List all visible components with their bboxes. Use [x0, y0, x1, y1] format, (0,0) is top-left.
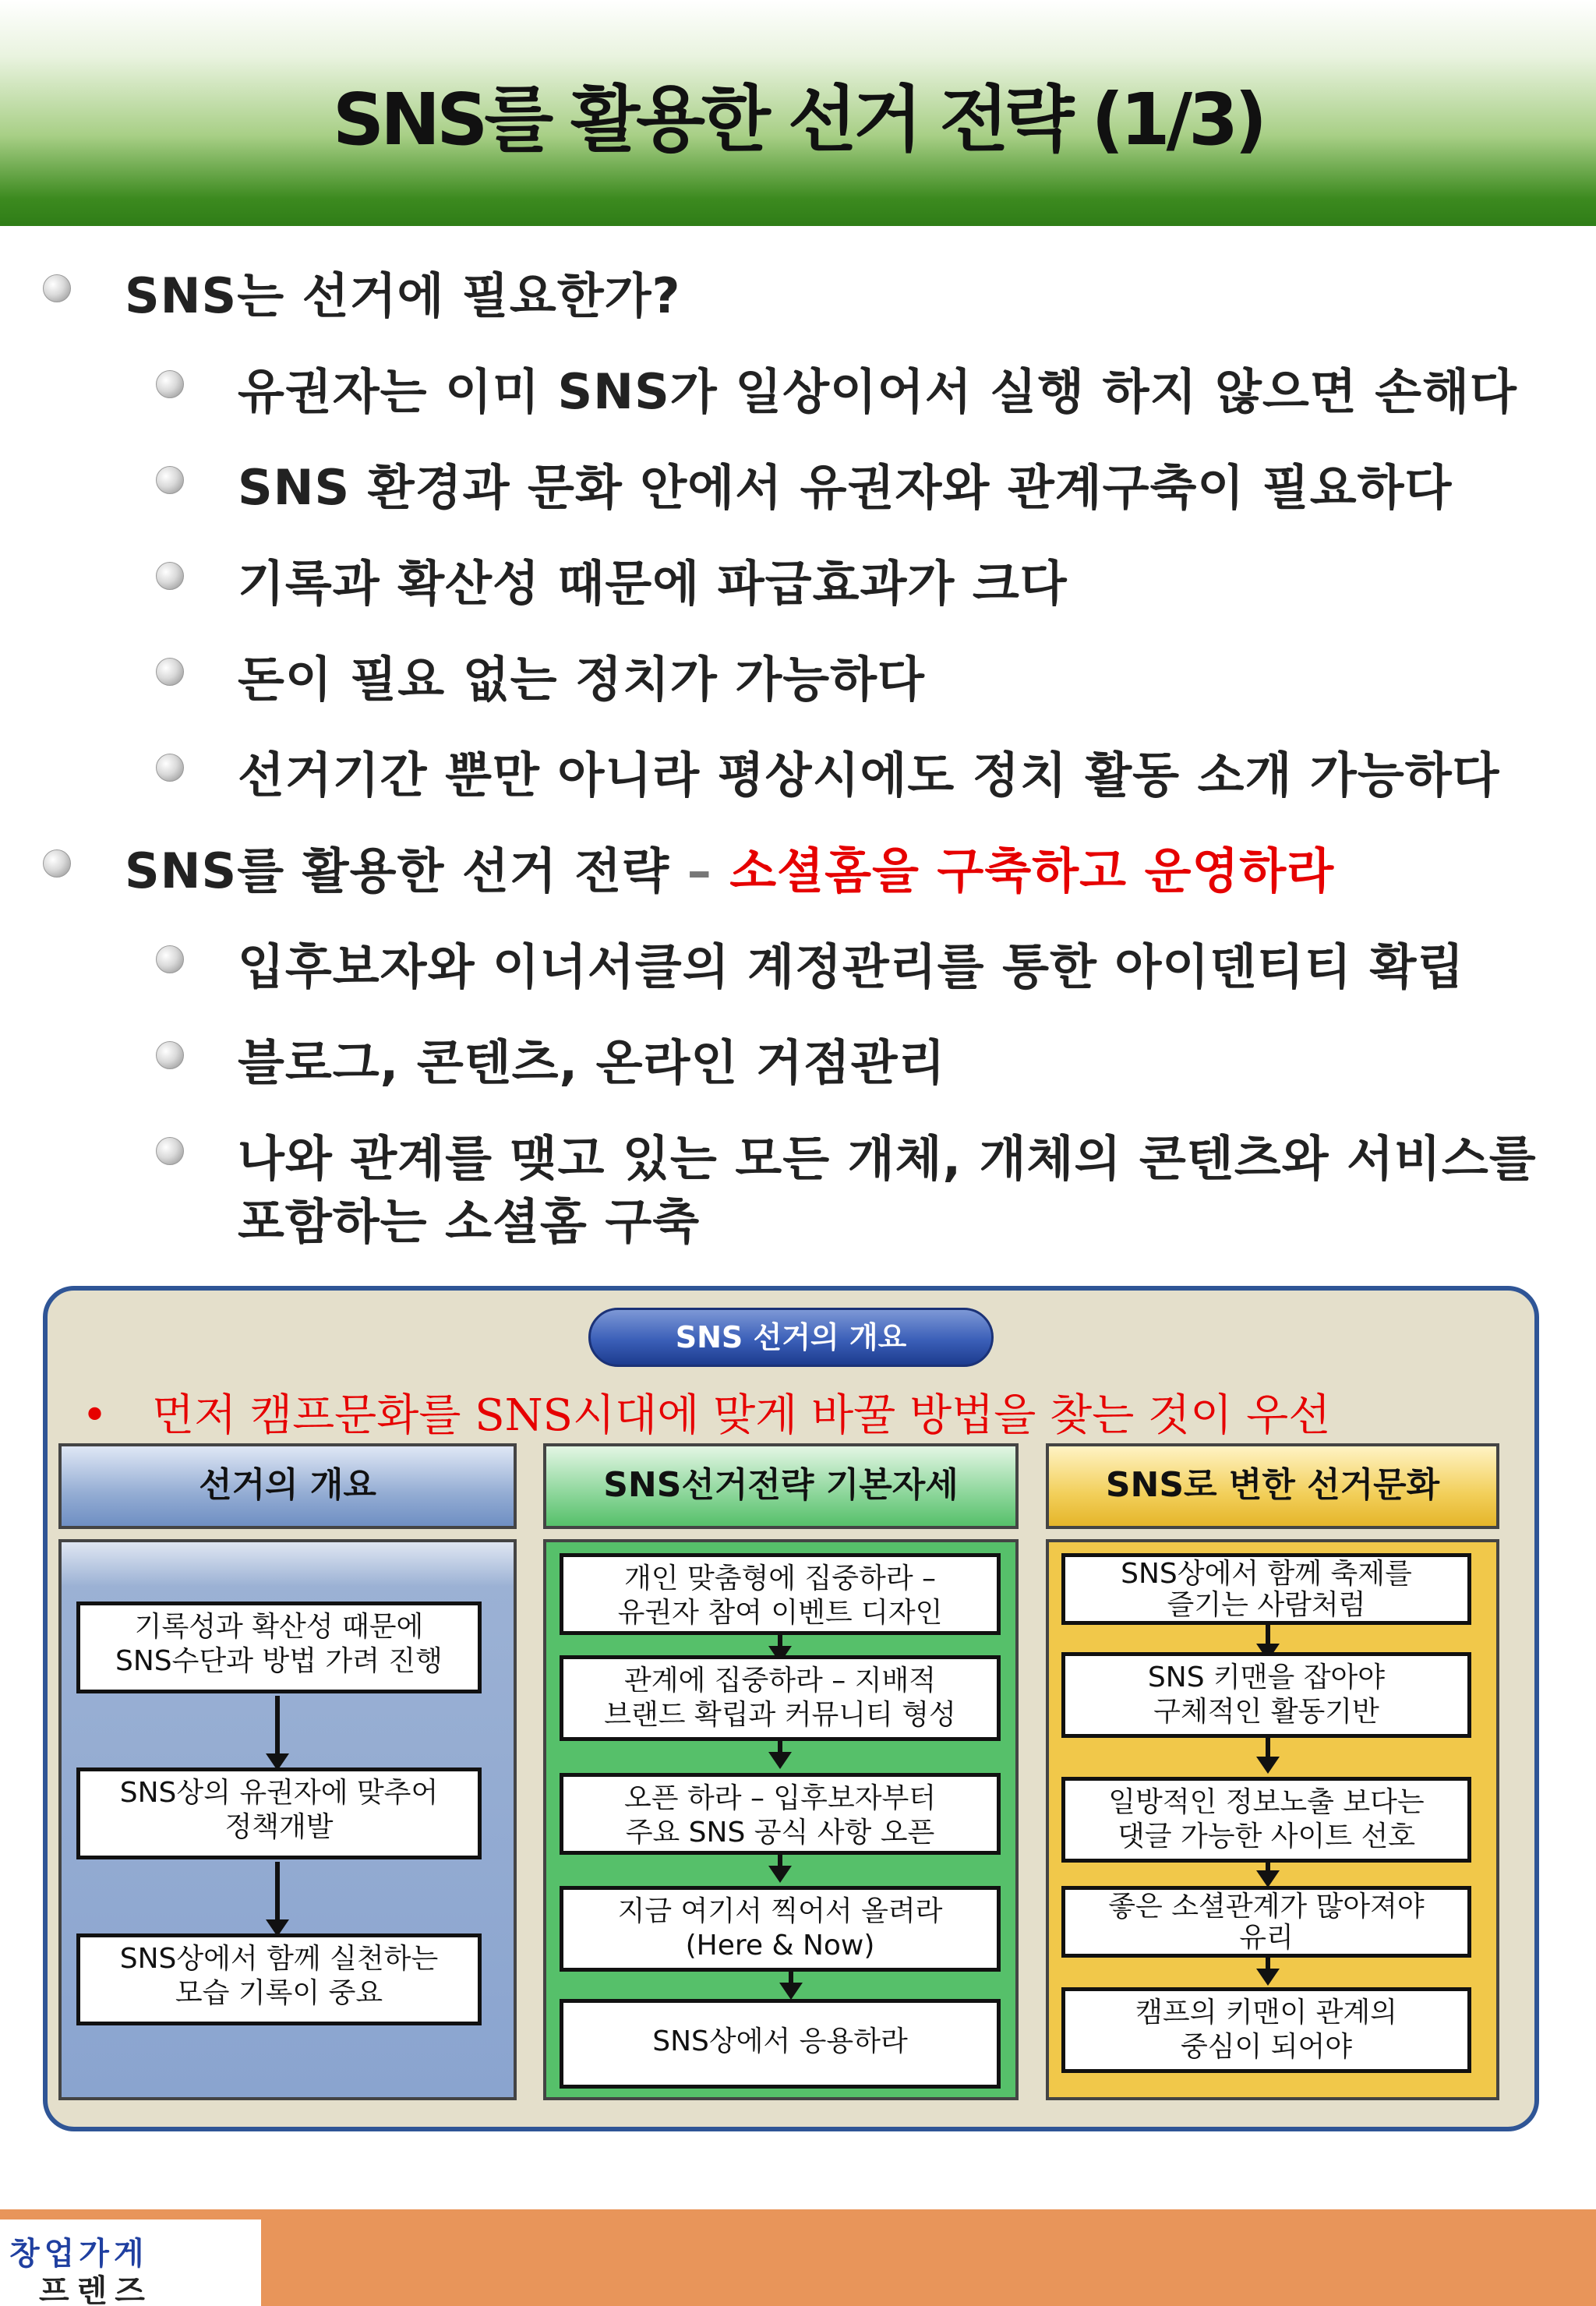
column-header-election-culture: SNS로 변한 선거문화	[1046, 1443, 1499, 1529]
flow-arrow	[778, 1635, 782, 1651]
flow-arrow	[1266, 1625, 1270, 1648]
bullet-item	[125, 257, 680, 327]
bullet-text: 기록과 확산성 때문에 파급효과가 크다	[238, 555, 1068, 612]
logo-text-line1: 창업가게	[9, 2235, 149, 2272]
bullet-icon	[156, 658, 184, 686]
bullet-item	[238, 1120, 1537, 1189]
bullet-text: 돈이 필요 없는 정치가 가능하다	[238, 651, 925, 708]
bullet-item	[238, 928, 1464, 998]
flow-box: 캠프의 키맨이 관계의 중심이 되어야	[1061, 1987, 1471, 2073]
flow-box: 좋은 소셜관계가 많아져야 유리	[1061, 1886, 1471, 1958]
flow-box: 기록성과 확산성 때문에 SNS수단과 방법 가려 진행	[76, 1601, 482, 1693]
bullet-item	[238, 1024, 945, 1093]
page-title: SNS를 활용한 선거 전략 (1/3)	[332, 78, 1264, 161]
overview-pill: SNS 선거의 개요	[588, 1308, 994, 1367]
bullet-item	[238, 449, 1452, 518]
lead-bullet: •	[82, 1390, 108, 1441]
bullet-text: 입후보자와 이너서클의 계정관리를 통한 아이덴티티 확립	[238, 938, 1465, 995]
bullet-continuation	[238, 1183, 700, 1252]
bullet-text: SNS를 활용한 선거 전략	[125, 842, 670, 899]
logo-text-line2: 프렌즈	[39, 2272, 153, 2306]
bullet-icon	[156, 1137, 184, 1165]
bullet-text: 나와 관계를 맺고 있는 모든 개체, 개체의 콘텐츠와 서비스를	[238, 1130, 1537, 1187]
bullet-item	[238, 736, 1500, 806]
bullet-icon	[156, 754, 184, 782]
column-header-election-overview: 선거의 개요	[58, 1443, 517, 1529]
bullet-text: SNS는 선거에 필요한가?	[125, 267, 681, 324]
flow-arrow	[1266, 1738, 1270, 1761]
bullet-icon	[156, 945, 184, 973]
bullet-text: SNS 환경과 문화 안에서 유권자와 관계구축이 필요하다	[238, 459, 1453, 516]
bullet-icon	[156, 562, 184, 590]
flow-box: SNS상에서 응용하라	[560, 1999, 1001, 2089]
flow-arrow	[789, 1972, 793, 1987]
flow-arrow	[1266, 1958, 1270, 1973]
flow-box: SNS상에서 함께 실천하는 모습 기록이 중요	[76, 1933, 482, 2025]
bullet-icon	[156, 370, 184, 398]
flow-box: 개인 맞춤형에 집중하라 – 유권자 참여 이벤트 디자인	[560, 1553, 1001, 1635]
flow-box: 오픈 하라 – 입후보자부터 주요 SNS 공식 사항 오픈	[560, 1773, 1001, 1855]
flow-arrow	[275, 1862, 280, 1924]
bullet-icon	[156, 1041, 184, 1069]
bullet-item	[238, 353, 1517, 422]
flow-box: 관계에 집중하라 – 지배적 브랜드 확립과 커뮤니티 형성	[560, 1655, 1001, 1741]
flow-box: SNS상의 유권자에 맞추어 정책개발	[76, 1767, 482, 1859]
flow-box: SNS 키맨을 잡아야 구체적인 활동기반	[1061, 1652, 1471, 1738]
overview-lead	[82, 1381, 1330, 1443]
bullet-icon	[43, 274, 71, 302]
flow-arrow	[778, 1855, 782, 1870]
bullet-item	[238, 545, 1068, 614]
bullet-highlight: 소셜홈을 구축하고 운영하라	[729, 842, 1335, 899]
bullet-item	[238, 641, 925, 710]
bullet-text: 포함하는 소셜홈 구축	[238, 1193, 701, 1250]
bullet-dash: –	[687, 842, 712, 899]
flow-box: 일방적인 정보노출 보다는 댓글 가능한 사이트 선호	[1061, 1777, 1471, 1863]
flow-box: 지금 여기서 찍어서 올려라 (Here & Now)	[560, 1886, 1001, 1972]
bullet-icon	[156, 466, 184, 494]
flow-arrow	[778, 1741, 782, 1757]
header-banner	[0, 0, 1596, 226]
flow-arrow	[275, 1696, 280, 1758]
bullet-text: 블로그, 콘텐츠, 온라인 거점관리	[238, 1034, 946, 1091]
column-header-sns-strategy: SNS선거전략 기본자세	[543, 1443, 1019, 1529]
bullet-text: 선거기간 뿐만 아니라 평상시에도 정치 활동 소개 가능하다	[238, 747, 1500, 803]
flow-arrow	[1266, 1863, 1270, 1875]
bullet-icon	[43, 849, 71, 878]
bullet-item	[125, 832, 1334, 902]
flow-box: SNS상에서 함께 축제를 즐기는 사람처럼	[1061, 1553, 1471, 1625]
lead-text: 먼저 캠프문화를 SNS시대에 맞게 바꿀 방법을 찾는 것이 우선	[152, 1390, 1331, 1441]
bullet-text: 유권자는 이미 SNS가 일상이어서 실행 하지 않으면 손해다	[238, 363, 1517, 420]
